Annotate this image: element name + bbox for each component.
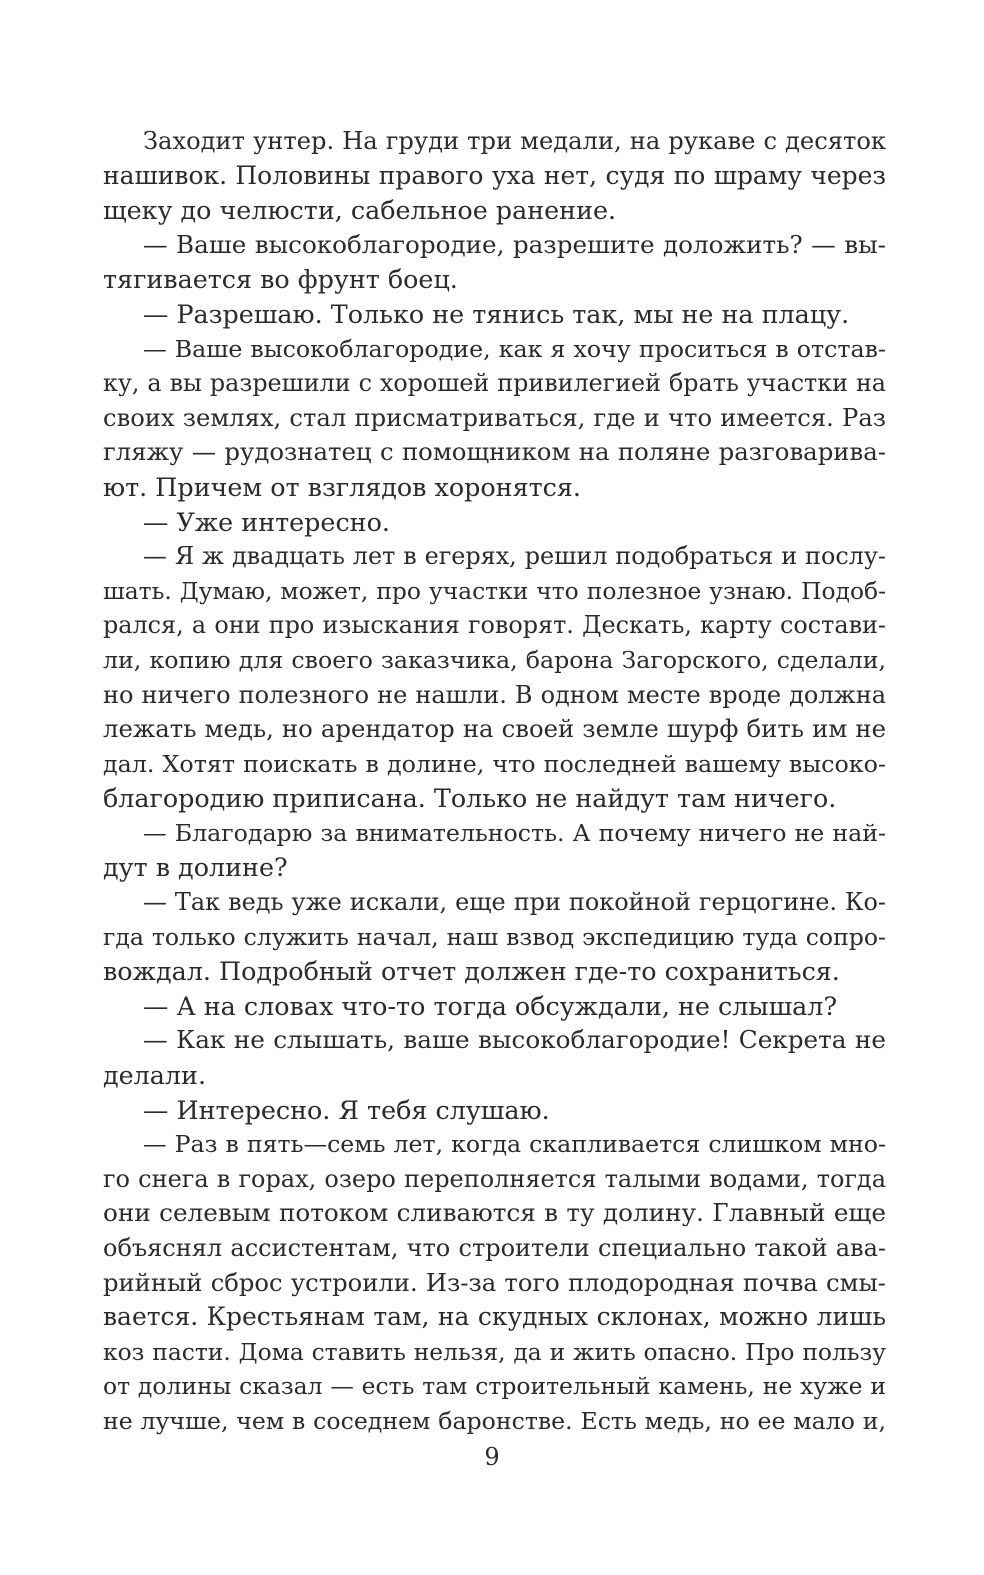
text-line: — Разрешаю. Только не тянись так, мы не на плацу. bbox=[143, 298, 850, 329]
text-line: — Ваше высокоблагородие, как я хочу проситься в отстав- bbox=[143, 334, 886, 363]
text-line: они селевым потоком сливаются в ту долину. Главный еще bbox=[103, 1198, 886, 1228]
text-line: не лучше, чем в соседнем баронстве. Есть медь, но ее мало и, bbox=[103, 1406, 886, 1435]
text-line: ют. Причем от взглядов хоронятся. bbox=[103, 471, 581, 502]
page-number: 9 bbox=[484, 1443, 500, 1471]
text-line: — Так ведь уже искали, еще при покойной герцогине. Ко- bbox=[143, 888, 886, 917]
text-line: — Благодарю за внимательность. А почему ничего не най- bbox=[143, 818, 886, 847]
text-line: — Я ж двадцать лет в егерях, решил подобраться и послу- bbox=[143, 542, 886, 571]
text-line: — Интересно. Я тебя слушаю. bbox=[143, 1094, 550, 1125]
text-line: шать. Думаю, может, про участки что полезное узнаю. Подоб- bbox=[103, 576, 886, 605]
text-line: своих землях, стал присматриваться, где и что имеется. Раз bbox=[103, 403, 886, 432]
text-line: гда только служить начал, наш взвод экспедицию туда сопро- bbox=[103, 922, 886, 951]
text-line: делали. bbox=[103, 1060, 207, 1091]
text-line: Заходит унтер. На груди три медали, на рукаве с десяток bbox=[143, 127, 886, 155]
text-line: от долины сказал — есть там строительный камень, не хуже и bbox=[103, 1372, 886, 1401]
text-line: го снега в горах, озеро переполняется талыми водами, тогда bbox=[103, 1164, 886, 1193]
text-line: объяснял ассистентам, что строители специально такой ава- bbox=[103, 1234, 886, 1262]
body-text bbox=[103, 124, 886, 1439]
text-line: — Раз в пять—семь лет, когда скапливается слишком мно- bbox=[143, 1130, 886, 1159]
text-line: ли, копию для своего заказчика, барона Загорского, сделали, bbox=[103, 645, 886, 674]
text-line: благородию приписана. Только не найдут там ничего. bbox=[103, 783, 837, 814]
text-line: рался, а они про изыскания говорят. Дескать, карту состави- bbox=[103, 611, 886, 640]
text-line: тягивается во фрунт боец. bbox=[103, 264, 458, 295]
text-line: дал. Хотят поискать в долине, что последней вашему высоко- bbox=[103, 749, 886, 778]
text-line: рийный сброс устроили. Из-за того плодородная почва смы- bbox=[103, 1267, 886, 1297]
text-line: коз пасти. Дома ставить нельзя, да и жить опасно. Про пользу bbox=[103, 1337, 886, 1366]
text-line: щеку до челюсти, сабельное ранение. bbox=[103, 195, 617, 226]
text-line: вождал. Подробный отчет должен где-то сохраниться. bbox=[103, 956, 840, 987]
text-line: нашивок. Половины правого уха нет, судя по шраму через bbox=[103, 160, 886, 190]
text-line: — Ваше высокоблагородие, разрешите доложить? — вы- bbox=[143, 229, 886, 259]
text-line: но ничего полезного не нашли. В одном месте вроде должна bbox=[103, 680, 886, 709]
text-line: лежать медь, но арендатор на своей земле шурф бить им не bbox=[103, 714, 886, 744]
text-line: — Уже интересно. bbox=[143, 506, 390, 537]
text-line: гляжу — рудознатец с помощником на поляне разговарива- bbox=[103, 437, 886, 467]
text-line: вается. Крестьянам там, на скудных склонах, можно лишь bbox=[103, 1302, 886, 1332]
text-line: — А на словах что-то тогда обсуждали, не слышал? bbox=[143, 990, 838, 1021]
text-line: дут в долине? bbox=[103, 852, 288, 883]
text-line: ку, а вы разрешили с хорошей привилегией брать участки на bbox=[103, 369, 886, 398]
text-line: — Как не слышать, ваше высокоблагородие! Секрета не bbox=[143, 1025, 886, 1055]
